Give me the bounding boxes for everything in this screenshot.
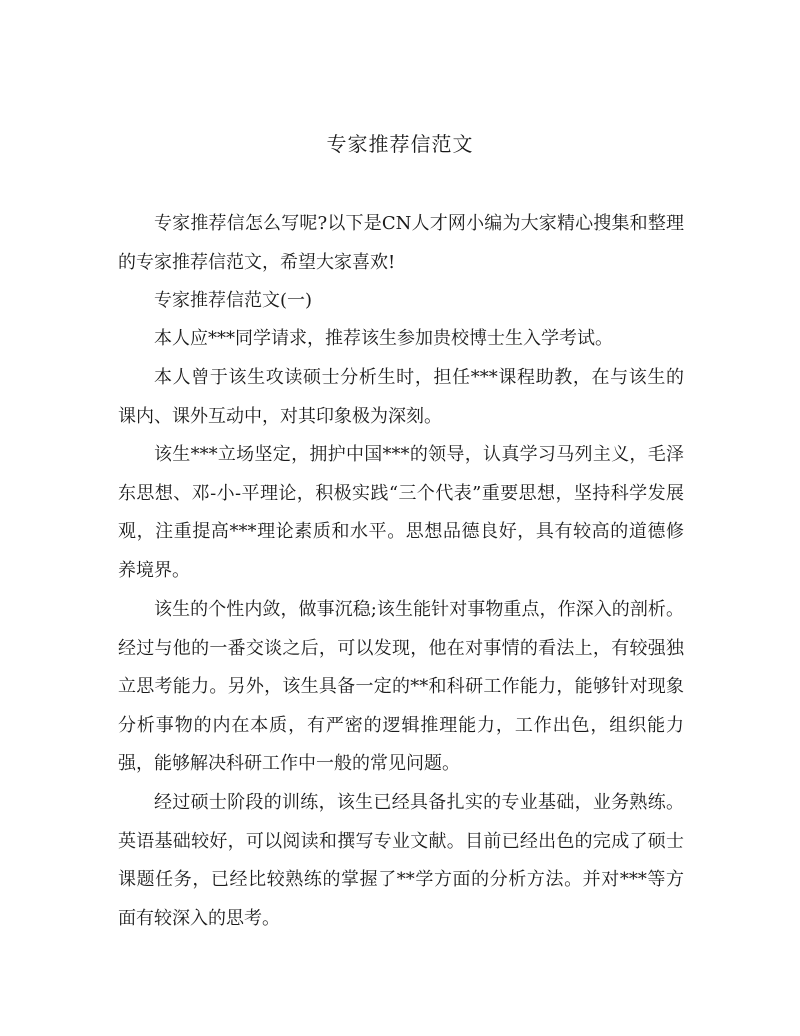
paragraph-acquaintance: 本人曾于该生攻读硕士分析生时，担任***课程助教，在与该生的课内、课外互动中，对其印象极为深刻。 [118, 367, 684, 427]
paragraph-training: 经过硕士阶段的训练，该生已经具备扎实的专业基础，业务熟练。英语基础较好，可以阅读和撰写专业文献。目前已经出色的完成了硕士课题任务，已经比较熟练的掌握了**学方面的分析方法。并对***等方面有较深入的思考。 [118, 792, 684, 929]
page-title: 专家推荐信范文 [326, 132, 474, 156]
paragraph-political: 该生***立场坚定，拥护中国***的领导，认真学习马列主义，毛泽东思想、邓-小-平理论，积极实践“三个代表”重要思想，坚持科学发展观，注重提高***理论素质和水平。思想品德良好，具有较高的道德修养境界。 [118, 444, 684, 581]
paragraph-request: 本人应***同学请求，推荐该生参加贵校博士生入学考试。 [154, 328, 613, 349]
paragraph-intro: 专家推荐信怎么写呢?以下是CN人才网小编为大家精心搜集和整理的专家推荐信范文，希望大家喜欢! [118, 213, 684, 273]
paragraph-personality: 该生的个性内敛，做事沉稳;该生能针对事物重点，作深入的剖析。经过与他的一番交谈之后，可以发现，他在对事情的看法上，有较强独立思考能力。另外，该生具备一定的**和科研工作能力，能够针对现象分析事物的内在本质，有严密的逻辑推理能力，工作出色，组织能力强，能够解决科研工作中一般的常见问题。 [118, 599, 684, 775]
paragraph-heading: 专家推荐信范文(一) [154, 290, 313, 311]
